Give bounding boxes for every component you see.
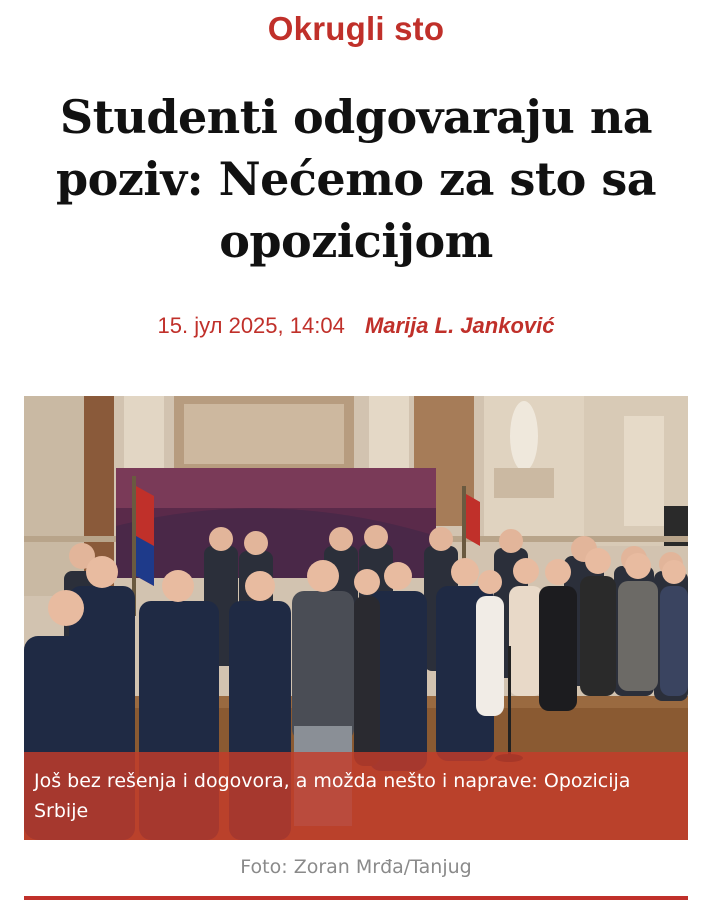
article-headline: Studenti odgovaraju na poziv: Nećemo za sto sa opozicijom <box>55 90 657 268</box>
photo-caption: Još bez rešenja i dogovora, a možda nešto i naprave: Opozicija Srbije <box>34 770 631 822</box>
article-photo[interactable] <box>24 396 688 840</box>
section-link[interactable]: Okrugli sto <box>267 10 445 47</box>
publish-date: 15. јул 2025, 14:04 <box>157 313 345 338</box>
photo-credit: Foto: Zoran Mrđa/Tanjug <box>240 856 472 878</box>
article-meta <box>0 313 712 339</box>
divider <box>24 896 688 900</box>
photo-caption-bar <box>24 752 688 840</box>
author-link[interactable]: Marija L. Janković <box>364 313 555 338</box>
